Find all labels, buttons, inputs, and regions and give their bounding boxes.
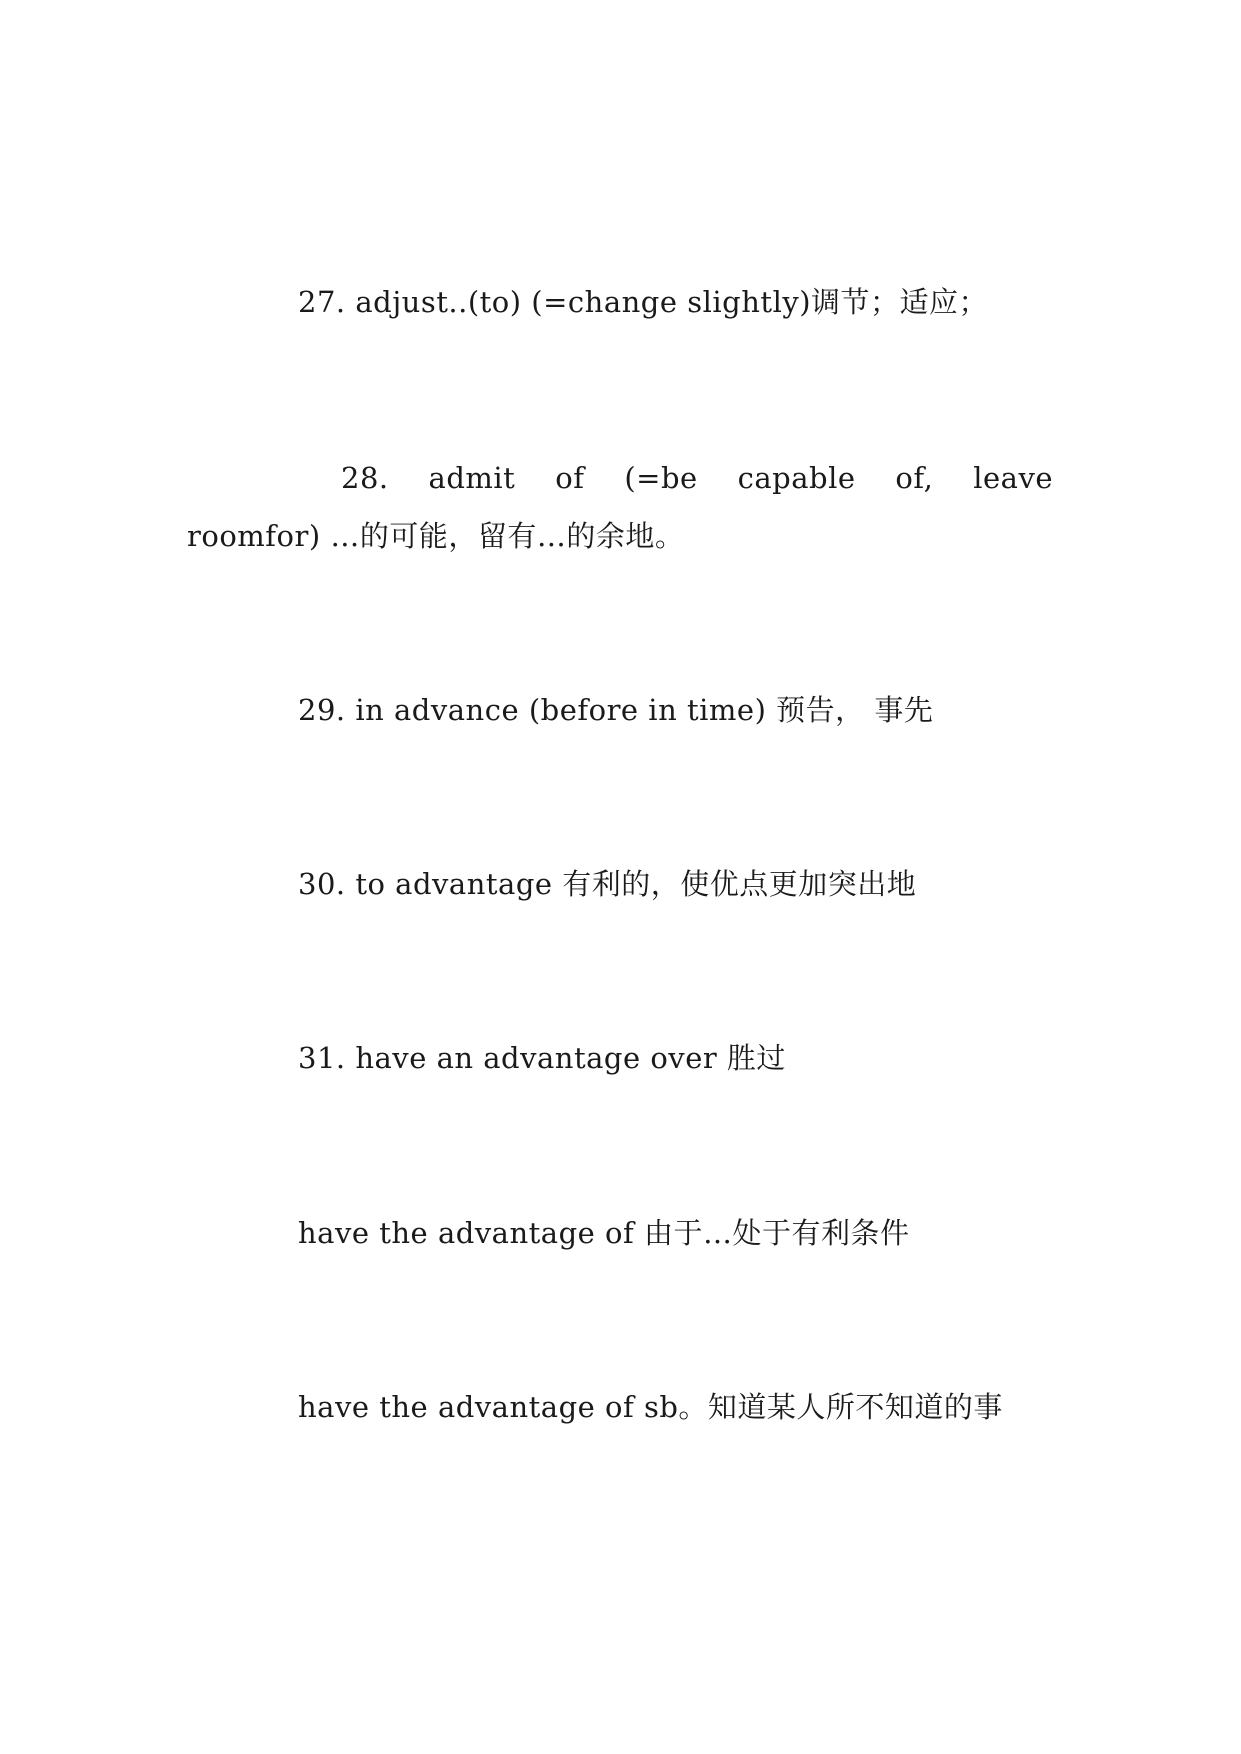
entry-31: 31. have an advantage over 胜过 [298,1041,786,1075]
entry-advantage-of-sb: have the advantage of sb。知道某人所不知道的事 [298,1390,1003,1424]
entry-advantage-of: have the advantage of 由于…处于有利条件 [298,1216,910,1250]
entry-28-line-1: 28. admit of (=be capable of, leave [341,461,1053,495]
entry-27: 27. adjust..(to) (=change slightly)调节；适应； [298,285,989,319]
entry-29: 29. in advance (before in time) 预告， 事先 [298,693,934,727]
entry-28-line-2: roomfor) …的可能，留有…的余地。 [187,519,685,553]
entry-30: 30. to advantage 有利的，使优点更加突出地 [298,867,917,901]
